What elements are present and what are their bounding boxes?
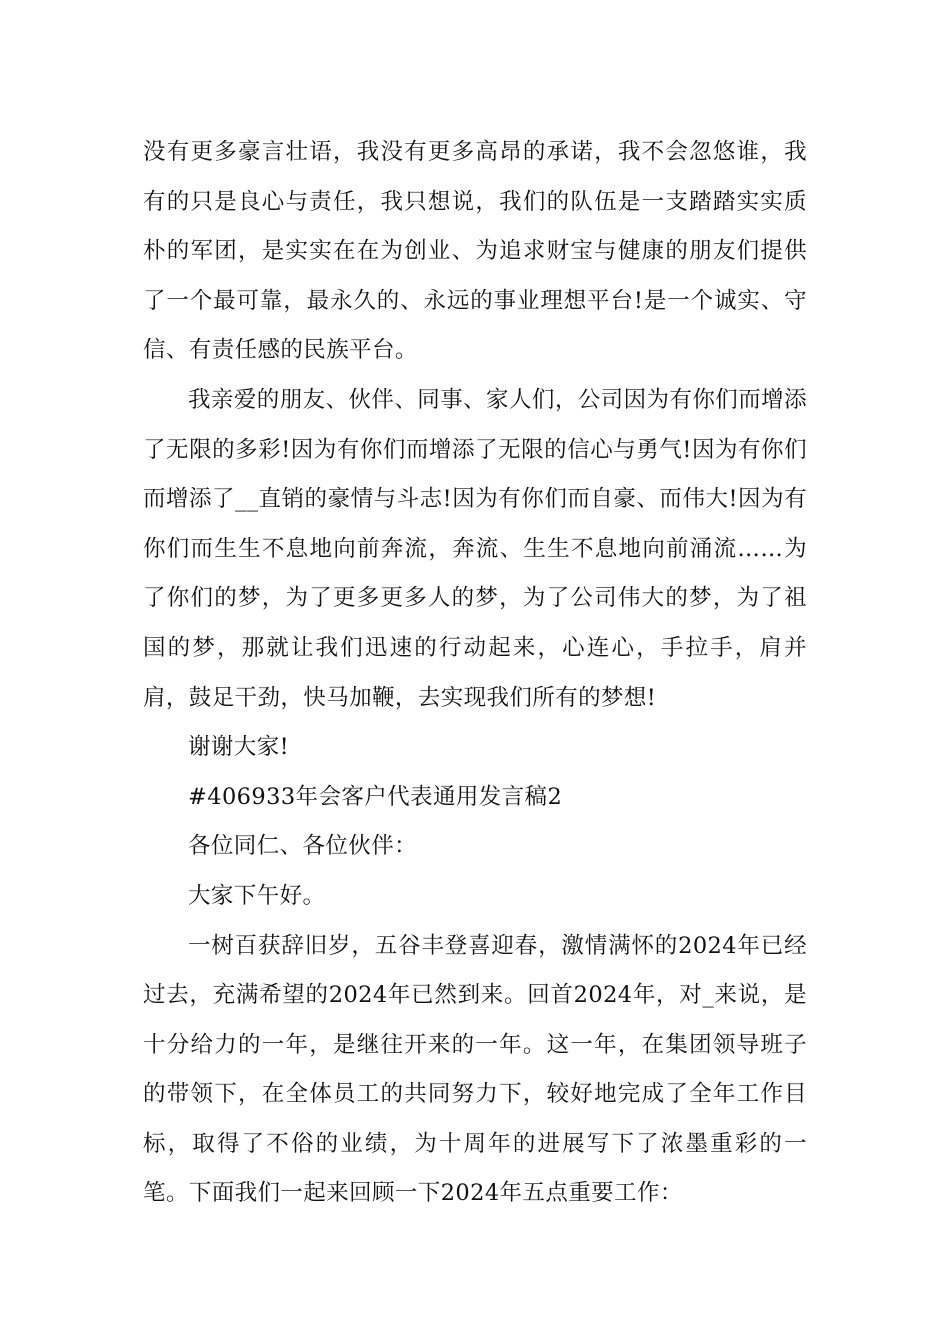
paragraph-2: 我亲爱的朋友、伙伴、同事、家人们，公司因为有你们而增添了无限的多彩!因为有你们而增添了无限的信心与勇气!因为有你们而增添了__直销的豪情与斗志!因为有你们而自豪、而伟大!因为有你们而生生不息地向前奔流，奔流、生生不息地向前涌流……为了你们的梦，为了更多更多人的梦，为了公司伟大的梦，为了祖国的梦，那就让我们迅速的行动起来，心连心，手拉手，肩并肩，鼓足干劲，快马加鞭，去实现我们所有的梦想! xyxy=(143,386,807,711)
section-heading: #406933年会客户代表通用发言稿2 xyxy=(188,783,563,810)
paragraph-7: 一树百获辞旧岁，五谷丰登喜迎春，激情满怀的2024年已经过去，充满希望的2024年已然到来。回首2024年，对_来说，是十分给力的一年，是继往开来的一年。这一年，在集团领导班子的带领下，在全体员工的共同努力下，较好地完成了全年工作目标，取得了不俗的业绩，为十周年的进展写下了浓墨重彩的一笔。下面我们一起来回顾一下2024年五点重要工作： xyxy=(143,932,807,1207)
paragraph-3: 谢谢大家! xyxy=(188,734,290,761)
salutation: 各位同仁、各位伙伴： xyxy=(188,833,418,860)
paragraph-1: 没有更多豪言壮语，我没有更多高昂的承诺，我不会忽悠谁，我有的只是良心与责任，我只想说，我们的队伍是一支踏踏实实质朴的军团，是实实在在为创业、为追求财宝与健康的朋友们提供了一个最可靠，最永久的、永远的事业理想平台!是一个诚实、守信、有责任感的民族平台。 xyxy=(143,139,807,364)
document-body xyxy=(143,128,807,1219)
greeting: 大家下午好。 xyxy=(188,882,326,909)
